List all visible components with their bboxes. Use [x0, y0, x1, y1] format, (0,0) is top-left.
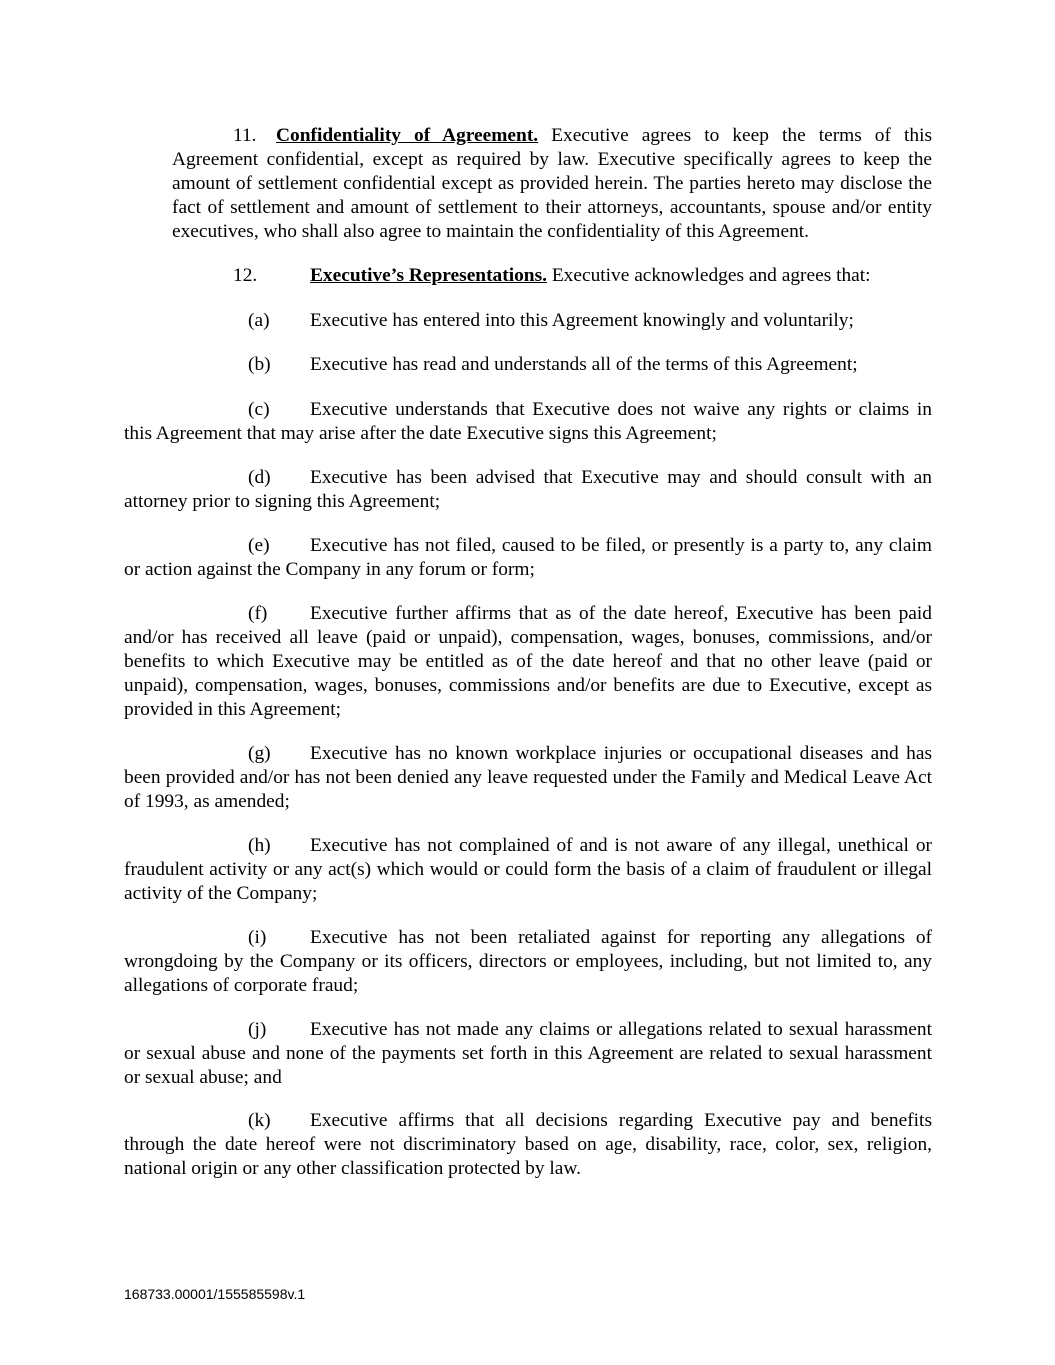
item-text: Executive has been advised that Executive may and should consult with an attorney prior to signing this Agreement; — [124, 467, 932, 512]
item-label: (c) — [248, 399, 270, 420]
item-text: Executive further affirms that as of the date hereof, Executive has been paid and/or has received all leave (paid or unpaid), compensation, wages, bonuses, commissions, and/or benefits to which Executive may be entitled as of the date hereof and that no other leave (paid or unpaid), compensation, wages, bonuses, commissions and/or benefits are due to Executive, except as provided in this Agreement; — [124, 603, 932, 720]
item-f — [124, 602, 932, 722]
item-text: Executive affirms that all decisions regarding Executive pay and benefits through the date hereof were not discriminatory based on age, disability, race, color, sex, religion, national origin or any other classification protected by law. — [124, 1110, 932, 1179]
item-text: Executive has not complained of and is not aware of any illegal, unethical or fraudulent activity or any act(s) which would or could form the basis of a claim of fraudulent or illegal activity of the Company; — [124, 835, 932, 904]
item-label: (g) — [248, 743, 271, 764]
item-label: (d) — [248, 467, 271, 488]
item-text: Executive has read and understands all of the terms of this Agreement; — [310, 354, 858, 375]
section-12-paragraph — [172, 264, 932, 288]
item-g — [124, 742, 932, 814]
section-11-paragraph — [172, 124, 932, 244]
item-k — [124, 1109, 932, 1181]
document-footer-id: 168733.00001/155585598v.1 — [124, 1286, 306, 1302]
section-11-number: 11. — [233, 125, 257, 146]
section-11-text: Executive agrees to keep the terms of this Agreement confidential, except as required by law. Executive specifically agrees to keep the amount of settlement confidential except as provided herein. The parties hereto may disclose the fact of settlement and amount of settlement to their attorneys, accountants, spouse and/or entity executives, who shall also agree to maintain the confidentiality of this Agreement. — [172, 125, 932, 242]
item-c — [124, 398, 932, 446]
item-text: Executive has not been retaliated against for reporting any allegations of wrongdoing by the Company or its officers, directors or employees, including, but not limited to, any allegations of corporate fraud; — [124, 927, 932, 996]
section-12-number: 12. — [233, 265, 258, 286]
item-text: Executive understands that Executive does not waive any rights or claims in this Agreement that may arise after the date Executive signs this Agreement; — [124, 399, 932, 444]
item-label: (h) — [248, 835, 271, 856]
item-i — [124, 926, 932, 998]
item-label: (b) — [248, 354, 271, 375]
item-label: (f) — [248, 603, 268, 624]
item-text: Executive has no known workplace injuries or occupational diseases and has been provided and/or has not been denied any leave requested under the Family and Medical Leave Act of 1993, as amended; — [124, 743, 932, 812]
item-text: Executive has entered into this Agreement knowingly and voluntarily; — [310, 310, 854, 331]
item-e — [124, 534, 932, 582]
item-label: (i) — [248, 927, 267, 948]
item-j — [124, 1018, 932, 1090]
section-11-heading: Confidentiality of Agreement. — [276, 125, 539, 146]
item-label: (e) — [248, 535, 270, 556]
item-a — [124, 309, 932, 333]
section-12-heading: Executive’s Representations. — [310, 265, 547, 286]
section-12-text: Executive acknowledges and agrees that: — [546, 265, 871, 286]
item-label: (j) — [248, 1019, 267, 1040]
item-b — [124, 353, 932, 377]
item-h — [124, 834, 932, 906]
item-text: Executive has not made any claims or allegations related to sexual harassment or sexual abuse and none of the payments set forth in this Agreement are related to sexual harassment or sexual abuse; and — [124, 1019, 932, 1088]
item-d — [124, 466, 932, 514]
item-label: (k) — [248, 1110, 271, 1131]
item-text: Executive has not filed, caused to be filed, or presently is a party to, any claim or action against the Company in any forum or form; — [124, 535, 932, 580]
item-label: (a) — [248, 310, 270, 331]
